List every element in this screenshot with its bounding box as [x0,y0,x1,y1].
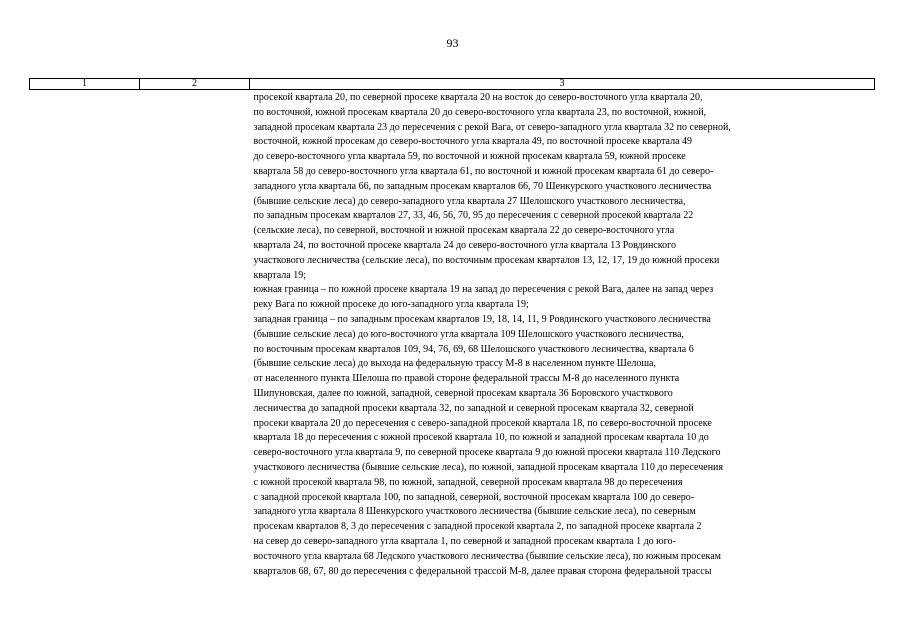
text-line: по восточной, южной просекам квартала 20 до северо-восточного угла квартала 23, по восточной, южной, [253,106,707,118]
text-line: с западной просекой квартала 100, по западной, северной, восточной просекам квартала 100 до северо- [253,491,695,503]
text-line: просекой квартала 20, по северной просеке квартала 20 на восток до северо-восточного угла квартала 20, [253,92,703,103]
text-line: до северо-восточного угла квартала 59, по восточной и южной просекам квартала 59, южной просеке [253,151,686,163]
text-line: западная граница – по западным просекам кварталов 19, 18, 14, 11, 9 Ровдинского участкового лесничества [253,313,711,325]
text-line: на север до северо-западного угла квартала 1, по северной и западной просекам квартала 1 до юго- [253,535,676,547]
text-line: западной просекам квартала 23 до пересечения с рекой Вага, от северо-западного угла квартала 32 по северной, [253,121,731,133]
text-line: участкового лесничества (бывшие сельские леса), по южной, западной просекам квартала 110 до пересечения [253,461,724,473]
document-table [29,78,875,579]
text-line: просеки квартала 20 до пересечения с северо-западной просекой квартала 18, по северо-восточной просеке [253,417,712,429]
text-line: с южной просекой квартала 98, по южной, западной, северной просекам квартала 98 до пересечения [253,476,683,488]
text-line: (бывшие сельские леса) до юго-восточного угла квартала 109 Шелошского участкового лесничества, [253,328,684,340]
text-line: лесничества до западной просеки квартала 32, по западной и северной просекам квартала 32, северной [253,402,694,414]
table-header-row [30,79,875,90]
text-line: восточного угла квартала 68 Ледского участкового лесничества (бывшие сельские леса), по южным просекам [253,550,721,562]
text-line: кварталов 68, 67, 80 до пересечения с федеральной трассой М-8, далее правая сторона федеральной трассы [253,565,712,577]
text-line: западного угла квартала 66, по западным просекам кварталов 66, 70 Шенкурского участкового лесничества [253,180,712,192]
text-line: южная граница – по южной просеке квартала 19 на запад до пересечения с рекой Вага, далее на запад через [253,284,714,296]
text-line: по западным просекам кварталов 27, 33, 46, 56, 70, 95 до пересечения с северной просекой квартала 22 [253,210,694,222]
text-line: (бывшие сельские леса) до выхода на федеральную трассу М-8 в населенном пункте Шелоша, [253,358,656,370]
column-header-1: 1 [30,79,140,90]
text-line: западного угла квартала 8 Шенкурского участкового лесничества (бывшие сельские леса), по северным [253,506,696,518]
column-header-2: 2 [140,79,250,90]
text-line: восточной, южной просекам до северо-восточного угла квартала 49, по восточной просеке квартала 49 [253,136,693,148]
text-line: просекам кварталов 8, 3 до пересечения с западной просекой квартала 2, по западной просеке квартала 2 [253,521,702,533]
text-line: квартала 24, по восточной просеке квартала 24 до северо-восточного угла квартала 13 Ровдинского [253,239,676,251]
text-line: (сельские леса), по северной, восточной и южной просекам квартала 22 до северо-восточного угла [253,225,675,237]
page-number: 93 [446,36,459,50]
text-line: по восточным просекам кварталов 109, 94, 76, 69, 68 Шелошского участкового лесничества, квартала 6 [253,343,694,355]
text-line: реку Вага по южной просеке до юго-западного угла квартала 19; [253,299,529,311]
boundary-description-text [254,91,875,579]
table-cell-col-3 [250,90,875,580]
table-cell-col-1 [30,90,140,580]
text-line: северо-восточного угла квартала 9, по северной просеке квартала 9 до южной просеки квартала 110 Ледского [253,447,721,459]
text-line: Шипуновская, далее по южной, западной, северной просекам квартала 36 Боровского участкового [253,387,673,399]
text-line: от населенного пункта Шелоша по правой стороне федеральной трассы М-8 до населенного пункта [253,373,680,385]
text-line: квартала 58 до северо-восточного угла квартала 61, по восточной и южной просекам квартала 61 до северо- [253,165,714,177]
table-cell-col-2 [140,90,250,580]
text-line: квартала 19; [253,269,306,281]
text-line: квартала 18 до пересечения с южной просекой квартала 10, по южной и западной просекам квартала 10 до [253,432,709,444]
text-line: (бывшие сельские леса) до северо-западного угла квартала 27 Шелошского участкового лесничества, [253,195,686,207]
text-line: участкового лесничества (сельские леса), по восточным просекам кварталов 13, 12, 17, 19 до южной просеки [253,254,720,266]
column-header-3: 3 [250,79,875,90]
table-row [30,90,875,580]
